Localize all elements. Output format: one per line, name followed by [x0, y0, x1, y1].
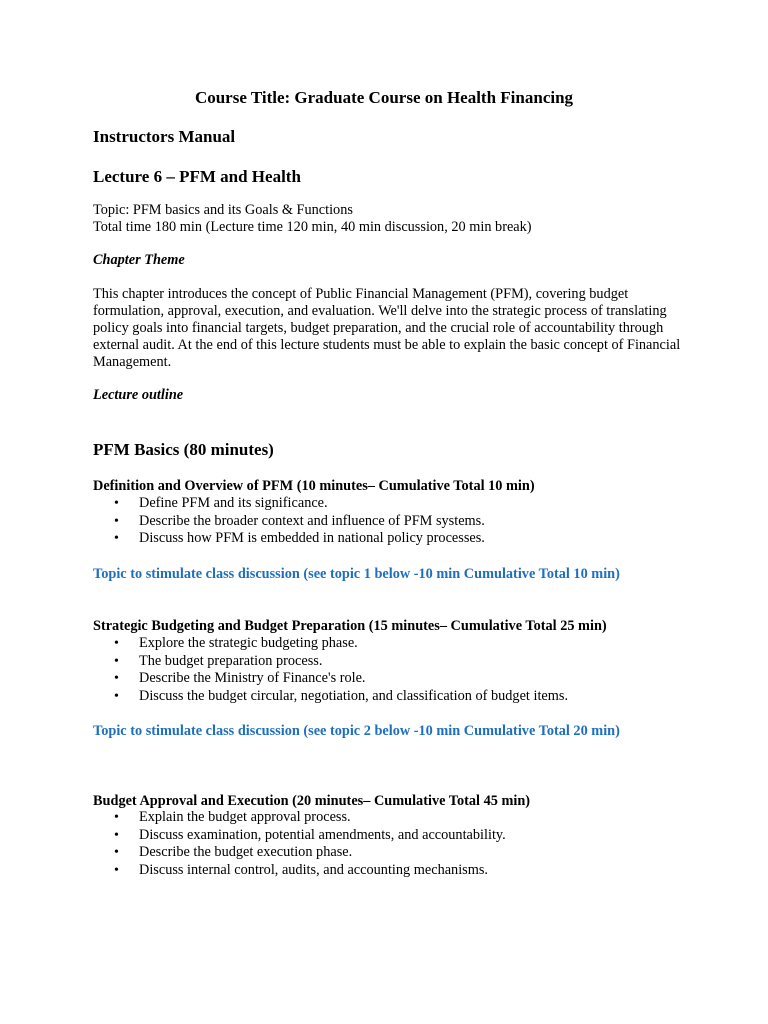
total-time-line: Total time 180 min (Lecture time 120 min, 40 min discussion, 20 min break)	[93, 219, 532, 235]
section-bullet-list	[113, 635, 568, 705]
list-item: • Describe the Ministry of Finance's role.	[113, 670, 568, 688]
lecture-outline-heading: Lecture outline	[93, 387, 184, 403]
section-heading: Budget Approval and Execution (20 minutes– Cumulative Total 45 min)	[93, 793, 531, 809]
manual-title: Instructors Manual	[93, 127, 236, 146]
topic-line: Topic: PFM basics and its Goals & Functions	[93, 202, 353, 218]
chapter-theme-body: This chapter introduces the concept of Public Financial Management (PFM), covering budget formulation, approval, execution, and evaluation. We'll delve into the strategic process of translating policy goals into financial targets, budget preparation, and the crucial role of accountability through external audit. At the end of this lecture students must be able to explain the basic concept of Financial Management.	[93, 286, 681, 370]
list-item: • Describe the broader context and influence of PFM systems.	[113, 513, 485, 531]
section-bullet-list	[113, 809, 506, 879]
section-heading: Strategic Budgeting and Budget Preparation (15 minutes– Cumulative Total 25 min)	[93, 618, 607, 634]
list-item: • Discuss internal control, audits, and accounting mechanisms.	[113, 862, 506, 880]
discussion-topic-link[interactable]: Topic to stimulate class discussion (see topic 1 below -10 min Cumulative Total 10 min)	[93, 566, 620, 582]
course-title: Course Title: Graduate Course on Health Financing	[194, 88, 574, 107]
list-item: • Explore the strategic budgeting phase.	[113, 635, 568, 653]
chapter-theme-heading: Chapter Theme	[93, 252, 185, 268]
discussion-topic-link[interactable]: Topic to stimulate class discussion (see topic 2 below -10 min Cumulative Total 20 min)	[93, 723, 620, 739]
lecture-title: Lecture 6 – PFM and Health	[93, 167, 301, 186]
section-bullet-list	[113, 495, 485, 548]
list-item: • Discuss examination, potential amendments, and accountability.	[113, 827, 506, 845]
list-item: • Discuss how PFM is embedded in national policy processes.	[113, 530, 485, 548]
list-item: • Discuss the budget circular, negotiation, and classification of budget items.	[113, 688, 568, 706]
list-item: • Describe the budget execution phase.	[113, 844, 506, 862]
list-item: • The budget preparation process.	[113, 653, 568, 671]
list-item: • Define PFM and its significance.	[113, 495, 485, 513]
section-heading: Definition and Overview of PFM (10 minutes– Cumulative Total 10 min)	[93, 478, 535, 494]
pfm-basics-heading: PFM Basics (80 minutes)	[93, 440, 274, 459]
list-item: • Explain the budget approval process.	[113, 809, 506, 827]
